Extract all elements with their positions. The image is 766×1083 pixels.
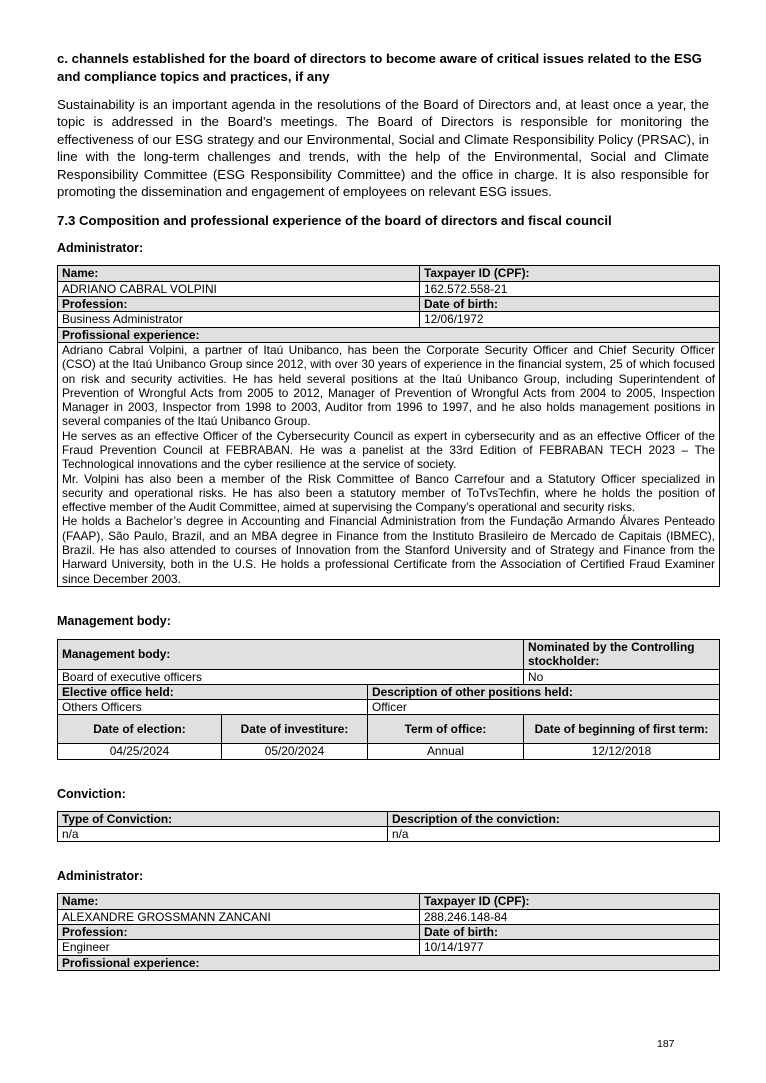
dob-header: Date of birth: — [420, 297, 720, 312]
administrator-cpf: 162.572.558-21 — [420, 281, 720, 296]
name-header: Name: — [58, 894, 420, 909]
sustainability-paragraph: Sustainability is an important agenda in the resolutions of the Board of Directors and, at least once a year, the topic is addressed in the Board’s meetings. The Board of Directors is responsible for monitoring the effectiveness of our ESG strategy and our Environmental, Social and Climate Responsibility Policy (PRSAC), in line with the long-term challenges and trends, with the help of the Environmental, Social and Climate Responsibility Committee (ESG Responsibility Committee) and the office in charge. It is also responsible for promoting the dissemination and engagement of employees on relevant ESG issues. — [57, 97, 709, 200]
experience-paragraph: He holds a Bachelor’s degree in Accounting and Financial Administration from the Fundação Armando Álvares Penteado (FAAP), São Paulo, Brazil, and an MBA degree in Finance from the Instituto Brasileiro de Mercado de Capitais (IBMEC), Brazil. He has also attended to courses of Innovation from the Stanford University and of Strategy and Finance from the Harward University, both in the U.S. He holds a professional Certificate from the Association of Certified Fraud Examiner since December 2003. — [62, 514, 715, 586]
first-term-date: 12/12/2018 — [524, 744, 720, 759]
elective-office-value: Others Officers — [58, 700, 368, 715]
other-positions-header: Description of other positions held: — [368, 684, 720, 699]
dob-header: Date of birth: — [420, 924, 720, 939]
administrator-name: ALEXANDRE GROSSMANN ZANCANI — [58, 909, 420, 924]
cpf-header: Taxpayer ID (CPF): — [420, 894, 720, 909]
section-title: 7.3 Composition and professional experience of the board of directors and fiscal council — [57, 213, 612, 229]
management-body-header: Management body: — [58, 639, 524, 669]
election-date-header: Date of election: — [58, 715, 222, 744]
first-term-date-header: Date of beginning of first term: — [524, 715, 720, 744]
experience-header: Profissional experience: — [58, 327, 720, 342]
investiture-date-header: Date of investiture: — [222, 715, 368, 744]
cpf-header: Taxpayer ID (CPF): — [420, 266, 720, 281]
administrator-profession: Engineer — [58, 940, 420, 955]
name-header: Name: — [58, 266, 420, 281]
administrator-label: Administrator: — [57, 869, 144, 884]
administrator-dob: 12/06/1972 — [420, 312, 720, 327]
conviction-label: Conviction: — [57, 786, 126, 801]
experience-paragraph: Adriano Cabral Volpini, a partner of Itaú Unibanco, has been the Corporate Security Officer and Chief Security Officer (CSO) at the Itaú Unibanco Group since 2012, with over 30 years of experience in the financial system, 25 of which focused on risk and security activities. He has held several positions at the Itaú Unibanco Group, including Superintendent of Prevention of Wrongful Acts from 2005 to 2012, Manager of Prevention of Wrongful Acts from 2004 to 2005, Inspection Manager in 2003, Inspector from 1998 to 2003, Auditor from 1996 to 1997, and he also holds management positions in several companies of the Itaú Unibanco Group. — [62, 342, 715, 429]
administrator-table — [57, 265, 720, 587]
term-of-office: Annual — [368, 744, 524, 759]
experience-text — [58, 342, 720, 586]
profession-header: Profession: — [58, 924, 420, 939]
management-body-table — [57, 639, 720, 760]
profession-header: Profession: — [58, 297, 420, 312]
esg-channels-heading: c. channels established for the board of directors to become aware of critical issues related to the ESG and compliance topics and practices, if any — [57, 51, 702, 84]
conviction-description-header: Description of the conviction: — [388, 811, 720, 826]
administrator-dob: 10/14/1977 — [420, 940, 720, 955]
experience-paragraph: He serves as an effective Officer of the Cybersecurity Council as expert in cybersecurity and as an effective Officer of the Fraud Prevention Council at FEBRABAN. He was a panelist at the 33rd Edition of FEBRABAN TECH 2023 – The Technological innovations and the cyber resilience at the service of society. — [62, 428, 715, 472]
administrator-name: ADRIANO CABRAL VOLPINI — [58, 281, 420, 296]
investiture-date: 05/20/2024 — [222, 744, 368, 759]
experience-paragraph: Mr. Volpini has also been a member of the Risk Committee of Banco Carrefour and a Statutory Officer specialized in security and operational risks. He has also been a statutory member of ToTvsTechfin, where he holds the position of effective member of the Audit Committee, aimed at supervising the Company’s operational and security risks. — [62, 471, 715, 515]
page-number: 187 — [657, 1038, 675, 1050]
management-body-label: Management body: — [57, 613, 171, 628]
conviction-type-header: Type of Conviction: — [58, 811, 388, 826]
election-date: 04/25/2024 — [58, 744, 222, 759]
nominated-header: Nominated by the Controlling stockholder: — [524, 639, 720, 669]
term-of-office-header: Term of office: — [368, 715, 524, 744]
administrator-label: Administrator: — [57, 241, 144, 256]
elective-office-header: Elective office held: — [58, 684, 368, 699]
document-page — [57, 50, 715, 971]
management-body-value: Board of executive officers — [58, 669, 524, 684]
administrator-table — [57, 893, 720, 970]
other-positions-value: Officer — [368, 700, 720, 715]
conviction-type: n/a — [58, 827, 388, 842]
conviction-description: n/a — [388, 827, 720, 842]
administrator-cpf: 288.246.148-84 — [420, 909, 720, 924]
experience-header: Profissional experience: — [58, 955, 720, 970]
conviction-table — [57, 811, 720, 843]
administrator-profession: Business Administrator — [58, 312, 420, 327]
nominated-value: No — [524, 669, 720, 684]
